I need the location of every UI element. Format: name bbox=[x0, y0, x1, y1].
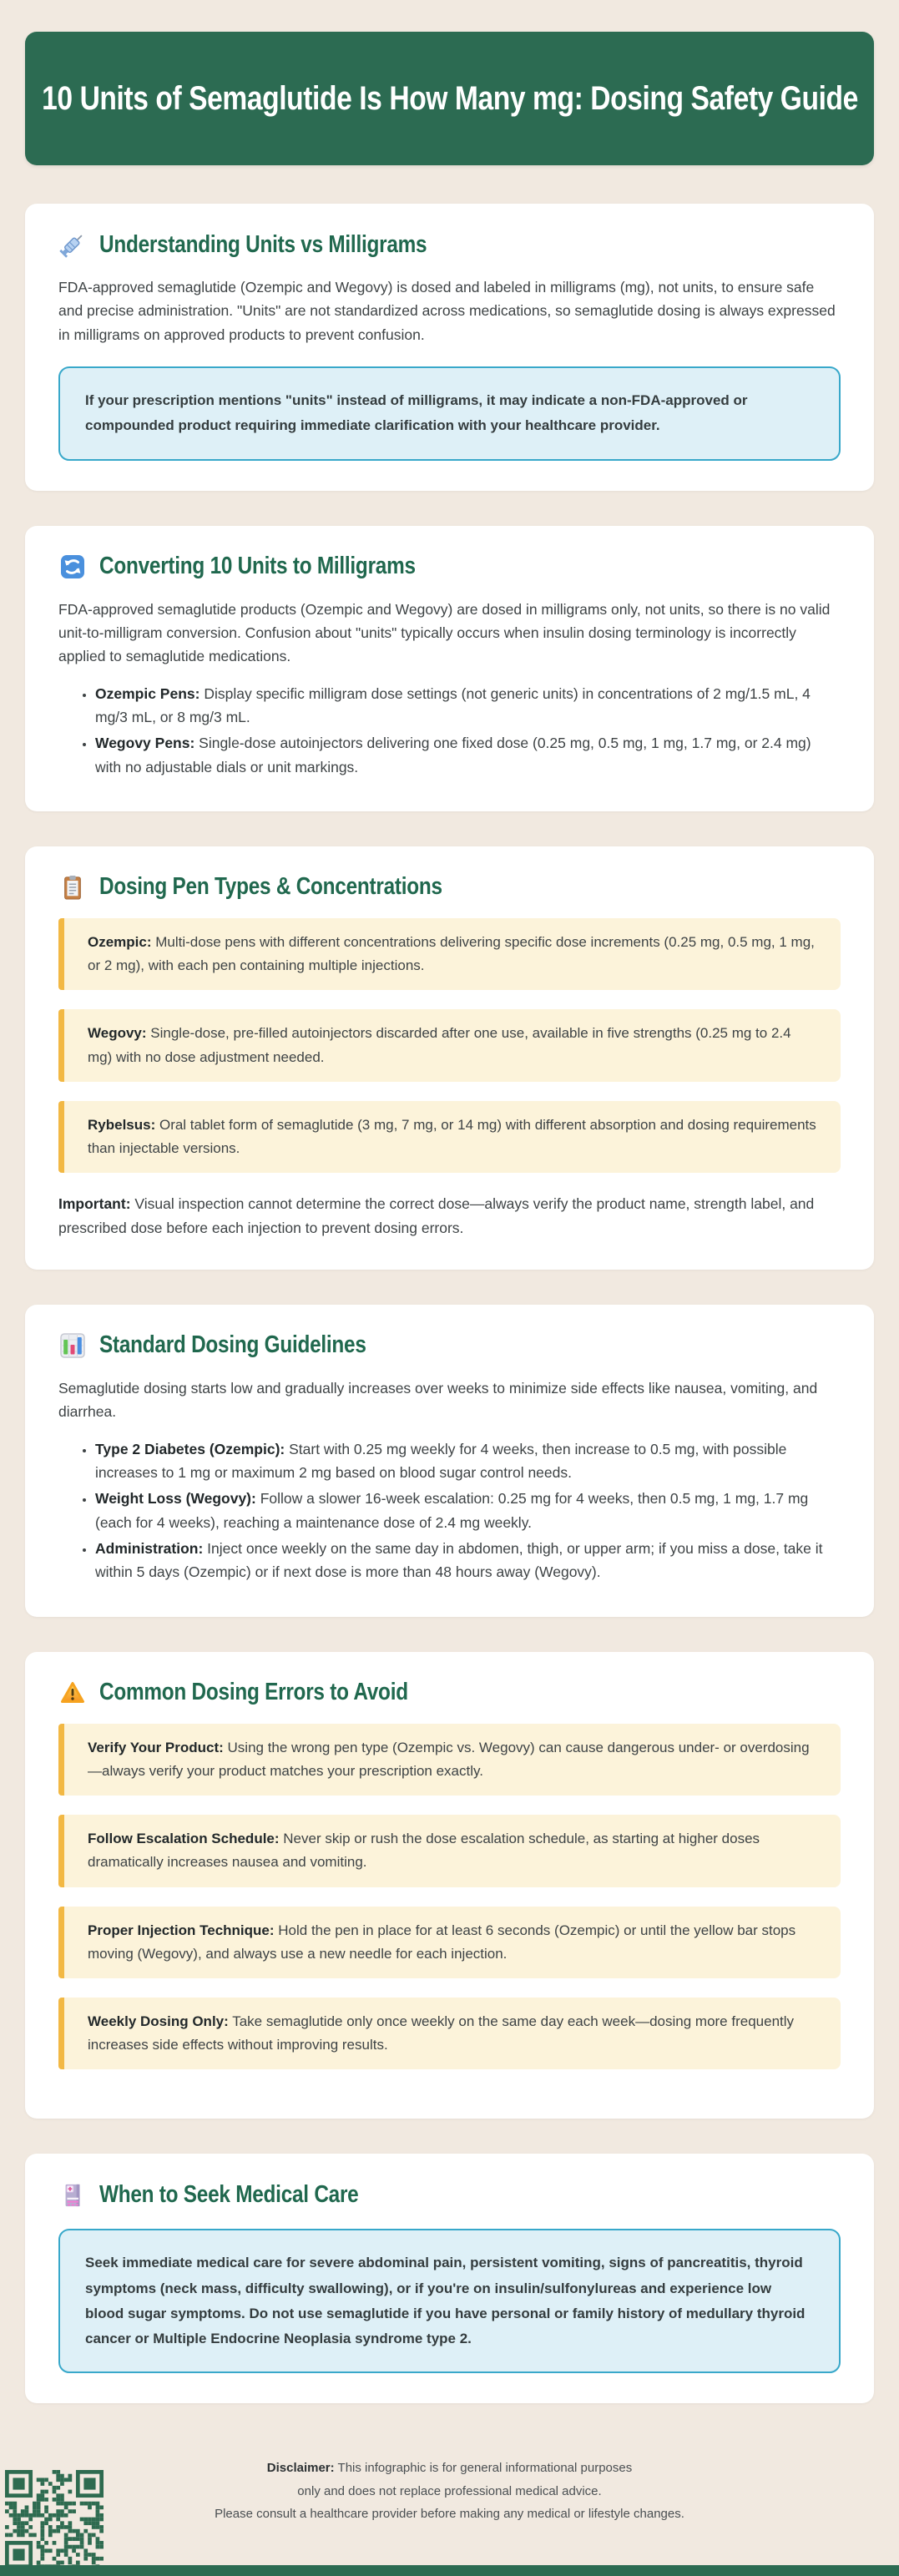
hospital-icon bbox=[58, 2180, 87, 2209]
guidelines-bullet-list bbox=[58, 1437, 841, 1584]
section-converting-units bbox=[25, 526, 874, 811]
units-warning-callout: If your prescription mentions "units" instead of milligrams, it may indicate a non-FDA-approved or compounded product requiring immediate clarification with your healthcare provider. bbox=[58, 366, 841, 461]
page-title: 10 Units of Semaglutide Is How Many mg: Dosing Safety Guide bbox=[41, 79, 858, 117]
disclaimer-line-1: Disclaimer: This infographic is for general informational purposes bbox=[266, 2461, 633, 2476]
section-paragraph: FDA-approved semaglutide (Ozempic and Wegovy) is dosed and labeled in milligrams (mg), not units, to ensure safe and precise administration. "Units" are not standardized across medications, so semaglutide dosing is always expressed in milligrams on approved products to prevent confusion. bbox=[58, 279, 836, 343]
ozempic-info-box: Ozempic: Multi-dose pens with different concentrations delivering specific dose increments (0.25 mg, 0.5 mg, 1 mg, or 2 mg), with each pen containing multiple injections. bbox=[58, 918, 841, 990]
clipboard-icon bbox=[58, 873, 87, 902]
section-heading: Common Dosing Errors to Avoid bbox=[99, 1679, 408, 1706]
section-heading: Dosing Pen Types & Concentrations bbox=[99, 873, 442, 901]
disclaimer bbox=[0, 2457, 899, 2525]
important-note: Important: Visual inspection cannot determine the correct dose—always verify the product name, strength label, and prescribed dose before each injection to prevent dosing errors. bbox=[58, 1195, 815, 1236]
syringe-icon bbox=[58, 230, 87, 259]
section-header bbox=[58, 553, 841, 581]
header-banner bbox=[25, 32, 874, 165]
section-paragraph: FDA-approved semaglutide products (Ozempic and Wegovy) are dosed in milligrams only, not units, so there is no valid unit-to-milligram conversion. Confusion about "units" typically occurs when insulin dosing terminology is incorrectly applied to semaglutide medications. bbox=[58, 600, 831, 665]
section-dosing-guidelines bbox=[25, 1305, 874, 1617]
list-item-wegovy-pens: • Wegovy Pens: Single-dose autoinjectors delivering one fixed dose (0.25 mg, 0.5 mg, 1 mg, 1.7 mg, or 2.4 mg) with no adjustable dials or unit markings. bbox=[95, 731, 841, 779]
section-heading: Standard Dosing Guidelines bbox=[99, 1331, 366, 1359]
section-heading: Understanding Units vs Milligrams bbox=[99, 230, 427, 258]
section-understanding-units bbox=[25, 204, 874, 491]
rybelsus-info-box: Rybelsus: Oral tablet form of semaglutide (3 mg, 7 mg, or 14 mg) with different absorption and dosing requirements than injectable versions. bbox=[58, 1101, 841, 1173]
footer bbox=[0, 2438, 899, 2576]
disclaimer-line-2: only and does not replace professional medical advice. bbox=[297, 2483, 602, 2498]
wegovy-info-box: Wegovy: Single-dose, pre-filled autoinjectors discarded after one use, available in five strengths (0.25 mg to 2.4 mg) with no dose adjustment needed. bbox=[58, 1009, 841, 1081]
verify-product-box: Verify Your Product: Using the wrong pen type (Ozempic vs. Wegovy) can cause dangerous under- or overdosing—always verify your product matches your prescription exactly. bbox=[58, 1724, 841, 1796]
section-heading: Converting 10 Units to Milligrams bbox=[99, 553, 416, 580]
warning-icon bbox=[58, 1679, 87, 1707]
section-header bbox=[58, 1679, 841, 1707]
bar-chart-icon bbox=[58, 1331, 87, 1360]
section-medical-care bbox=[25, 2154, 874, 2403]
section-header bbox=[58, 230, 841, 259]
footer-bar bbox=[0, 2565, 899, 2576]
medical-care-callout: Seek immediate medical care for severe abdominal pain, persistent vomiting, signs of pancreatitis, thyroid symptoms (neck mass, difficulty swallowing), or if you're on insulin/sulfonylureas and experience low blood sugar symptoms. Do not use semaglutide if you have personal or family history of medullary thyroid cancer or Multiple Endocrine Neoplasia syndrome type 2. bbox=[58, 2229, 841, 2373]
list-item-weight-loss: • Weight Loss (Wegovy): Follow a slower 16-week escalation: 0.25 mg for 4 weeks, then 0.5 mg, 1 mg, 1.7 mg (each for 4 weeks), reaching a maintenance dose of 2.4 mg weekly. bbox=[95, 1487, 841, 1534]
section-header bbox=[58, 873, 841, 902]
escalation-schedule-box: Follow Escalation Schedule: Never skip or rush the dose escalation schedule, as starting at higher doses dramatically increases nausea and vomiting. bbox=[58, 1815, 841, 1887]
section-pen-types bbox=[25, 846, 874, 1270]
section-header bbox=[58, 1331, 841, 1360]
disclaimer-line-3: Please consult a healthcare provider before making any medical or lifestyle changes. bbox=[215, 2507, 684, 2522]
section-heading: When to Seek Medical Care bbox=[99, 2180, 359, 2208]
section-dosing-errors bbox=[25, 1652, 874, 2119]
section-header bbox=[58, 2180, 841, 2209]
list-item-type2-diabetes: • Type 2 Diabetes (Ozempic): Start with 0.25 mg weekly for 4 weeks, then increase to 0.5 mg, with possible increases to 1 mg or maximum 2 mg based on blood sugar control needs. bbox=[95, 1437, 841, 1485]
pen-bullet-list bbox=[58, 682, 841, 779]
injection-technique-box: Proper Injection Technique: Hold the pen in place for at least 6 seconds (Ozempic) or until the yellow bar stops moving (Wegovy), and always use a new needle for each injection. bbox=[58, 1907, 841, 1978]
convert-arrows-icon bbox=[58, 553, 87, 581]
list-item-administration: • Administration: Inject once weekly on the same day in abdomen, thigh, or upper arm; if you miss a dose, take it within 5 days (Ozempic) or if next dose is more than 48 hours away (Wegovy). bbox=[95, 1537, 841, 1584]
weekly-dosing-box: Weekly Dosing Only: Take semaglutide only once weekly on the same day each week—dosing more frequently increases side effects without improving results. bbox=[58, 1998, 841, 2069]
list-item-ozempic-pens: • Ozempic Pens: Display specific milligram dose settings (not generic units) in concentrations of 2 mg/1.5 mL, 4 mg/3 mL, or 8 mg/3 mL. bbox=[95, 682, 841, 730]
section-paragraph: Semaglutide dosing starts low and gradually increases over weeks to minimize side effects like nausea, vomiting, and diarrhea. bbox=[58, 1379, 818, 1421]
